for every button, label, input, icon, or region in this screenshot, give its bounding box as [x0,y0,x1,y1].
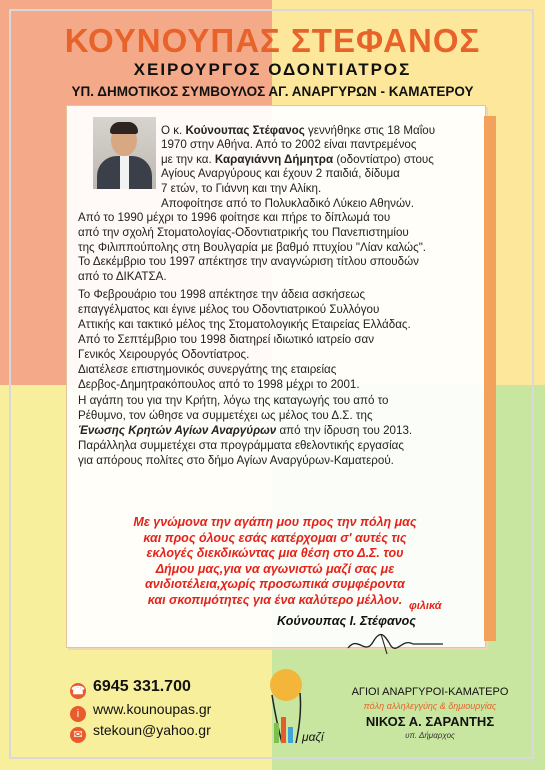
profession: ΧΕΙΡΟΥΡΓΟΣ ΟΔΟΝΤΙΑΤΡΟΣ [133,60,412,79]
email-contact [70,722,211,743]
appeal-message: Με γνώμονα την αγάπη μου προς την πόλη μας και προς όλους εσάς κατέρχομαι σ' αυτές τις εκλογές διεκδικώντας μια θέση στο Δ.Σ. του Δήμου μας,για να αγωνιστώ μαζί σας με ανιδιοτέλεια,χωρίς προσωπικά συμφέροντα και σκοπιμότητες για ένα καλύτερο μέλλον. [133,515,417,607]
candidate-name: ΚΟΥΝΟΥΠΑΣ ΣΤΕΦΑΝΟΣ [64,22,481,59]
website-link[interactable]: www.kounoupas.gr [93,701,212,717]
party-logo-word: μαζί [302,730,324,744]
closing-greeting: φιλικά [409,600,442,612]
accent-bar [484,116,496,641]
phone-contact [70,678,191,699]
candidacy-line: ΥΠ. ΔΗΜΟΤΙΚΟΣ ΣΥΜΒΟΥΛΟΣ ΑΓ. ΑΝΑΡΓΥΡΩΝ - ΚΑΜΑΤΕΡΟΥ [71,84,474,99]
website-contact [70,701,211,722]
phone-number: 6945 331.700 [93,678,191,695]
envelope-icon: ✉ [70,727,86,743]
party-leader-title: υπ. Δήμαρχος [405,731,455,740]
signature-name: Κούνουπας Ι. Στέφανος [277,614,416,628]
municipality: ΑΓΙΟΙ ΑΝΑΡΓΥΡΟΙ-ΚΑΜΑΤΕΡΟ [351,686,509,698]
party-leader: ΝΙΚΟΣ Α. ΣΑΡΑΝΤΗΣ [365,714,495,729]
party-slogan: πόλη αλληλεγγύης & δημιουργίας [363,701,497,711]
email-link[interactable]: stekoun@yahoo.gr [93,722,211,738]
candidate-photo [93,117,156,189]
globe-icon: i [70,706,86,722]
handwritten-signature [343,630,453,658]
phone-icon: ☎ [71,685,85,697]
